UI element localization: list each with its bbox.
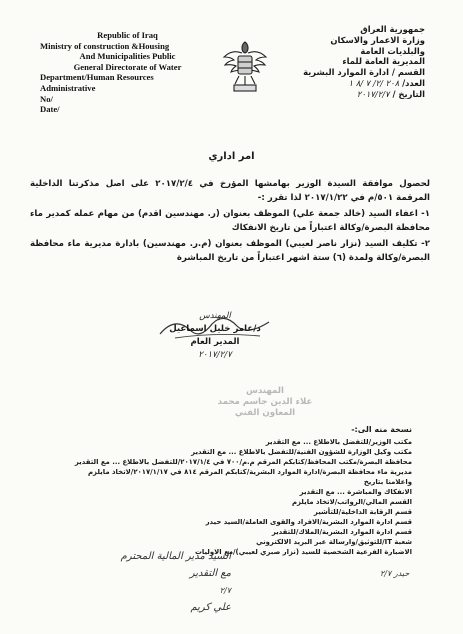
en-date-label: Date/ [40,104,60,115]
english-letterhead [40,30,215,115]
signature-date: ٢٠١٧/٢/٧ [198,350,232,360]
note-line-1: السيد مدير المالية المحترم [120,551,231,562]
en-number-label: No/ [40,93,53,104]
ar-date-row [275,89,425,100]
stamp-position: المعاون الفني [234,408,296,418]
copies-item: الانفكاك والمباشرة ... مع التقدير [299,488,412,496]
en-ministry: Ministry of construction &Housing [40,40,170,51]
copies-item: شعبة IT/للتوثيق/وارسالة عبر البريد الالكتروني [256,538,412,546]
note-line-2: مع التقدير [189,568,231,579]
copies-item: محافظة البصرة/مكتب المحافظ/كتابكم المرقم م.م/٧٠٠ في ٢٠١٧/١/٤/للتفضل بالاطلاع ... مع التقدير [74,458,412,466]
ar-ministry-cont: والبلديات العامة [360,45,425,56]
arabic-letterhead [275,24,425,100]
assistant-stamp [205,386,325,419]
en-department: Department/Human Resources [40,72,154,83]
signature-engineer-title: المهندس [199,311,231,321]
order-item-2: ٢- تكليف السيد (نزار ناصر لعيبي) الموظف بعنوان (م.ر. مهندسين) بادارة مديرية ماء محافظة البصرة/وكالة ولمدة (٦) ستة اشهر اعتباراً من تاريخ المباشرة [30,239,430,263]
copies-item: مكتب الوزير/للتفضل بالاطلاع ... مع التقدير [265,438,412,446]
iraq-eagle-emblem-icon [222,36,268,96]
copies-item: قسم ادارة الموارد البشرية/الافراد والقوى العاملة/السيد حيدر [205,518,412,526]
copies-list [60,425,412,557]
ar-country: جمهورية العراق [360,24,425,34]
ar-department: القسم / ادارة الموارد البشرية [303,67,425,78]
ar-number-row [275,78,425,89]
note-line-4: علي كريم [190,602,231,613]
copies-item: القسم المالي/الرواتب/لاتخاذ مايلزم [291,498,412,506]
note-line-3: ٢/٧ [219,586,231,595]
copies-item: قسم الرقابة الداخلية/للتأشير [313,508,412,516]
order-intro: لحصول موافقة السيدة الوزير بهامشها المؤرخ في ٢٠١٧/٢/٤ على اصل مذكرتنا الداخلية المرقمة ٥٠١/م في ٢٠١٧/١/٢٢ لذا تقرر :- [30,179,430,203]
en-department-cont: Administrative [40,82,96,93]
bottom-initial: حيدر ٢/٧ [380,569,410,578]
handwritten-note [81,548,231,616]
ar-number-label: العدد/ [402,77,425,88]
ar-number-value: ٢٠٨ /٢/ ٧ /٨ ١ [348,77,400,88]
en-ministry-cont: And Municipalities Public [79,51,176,62]
en-country: Republic of Iraq [97,30,158,40]
order-body [30,177,430,267]
copies-heading: نسخة منه الى:- [351,425,412,434]
ar-directorate: المديرية العامة للماء [342,56,425,67]
copies-item: الاضبارة الفرعية الشخصية للسيد (نزار صبري لعيبي)/مع الاوليات [194,548,412,556]
order-item-1: ١- اعفاء السيد (خالد جمعة علي) الموظف بعنوان (ر. مهندسين اقدم) من مهام عمله كمدير ماء محافظة البصرة/وكالة اعتباراً من تاريخ الانفكاك [30,209,430,233]
stamp-name: علاء الدين جاسم محمد [217,397,313,407]
ar-ministry: وزارة الاعمار والاسكان [330,34,425,45]
director-signature-block [150,310,280,362]
stamp-title: المهندس [246,386,284,396]
document-title: امر اداري [208,151,255,162]
ar-date-label: التاريخ / [392,88,425,99]
ar-date-value: ٢٠١٧/٢/٧ [356,88,390,99]
copies-item: مديرية ماء محافظة البصرة/ادارة الموارد البشرية/كتابكم المرقم ٨١٤ في ٢٠١٧/١/١٧/لاتخاذ مايلزم واعلامنا بتاريخ [88,468,412,486]
en-directorate: General Directorate of Water [73,61,182,72]
copies-item: مكتب وكيل الوزارة للشؤون الفنية/للتفضل بالاطلاع ... مع التقدير [191,448,412,456]
copies-item: قسم ادارة الموارد البشرية/الملاك/للتقدير [271,528,412,536]
signature-position: المدير العام [190,337,240,347]
signature-name: د/عامر خليل اسماعيل [169,324,261,334]
